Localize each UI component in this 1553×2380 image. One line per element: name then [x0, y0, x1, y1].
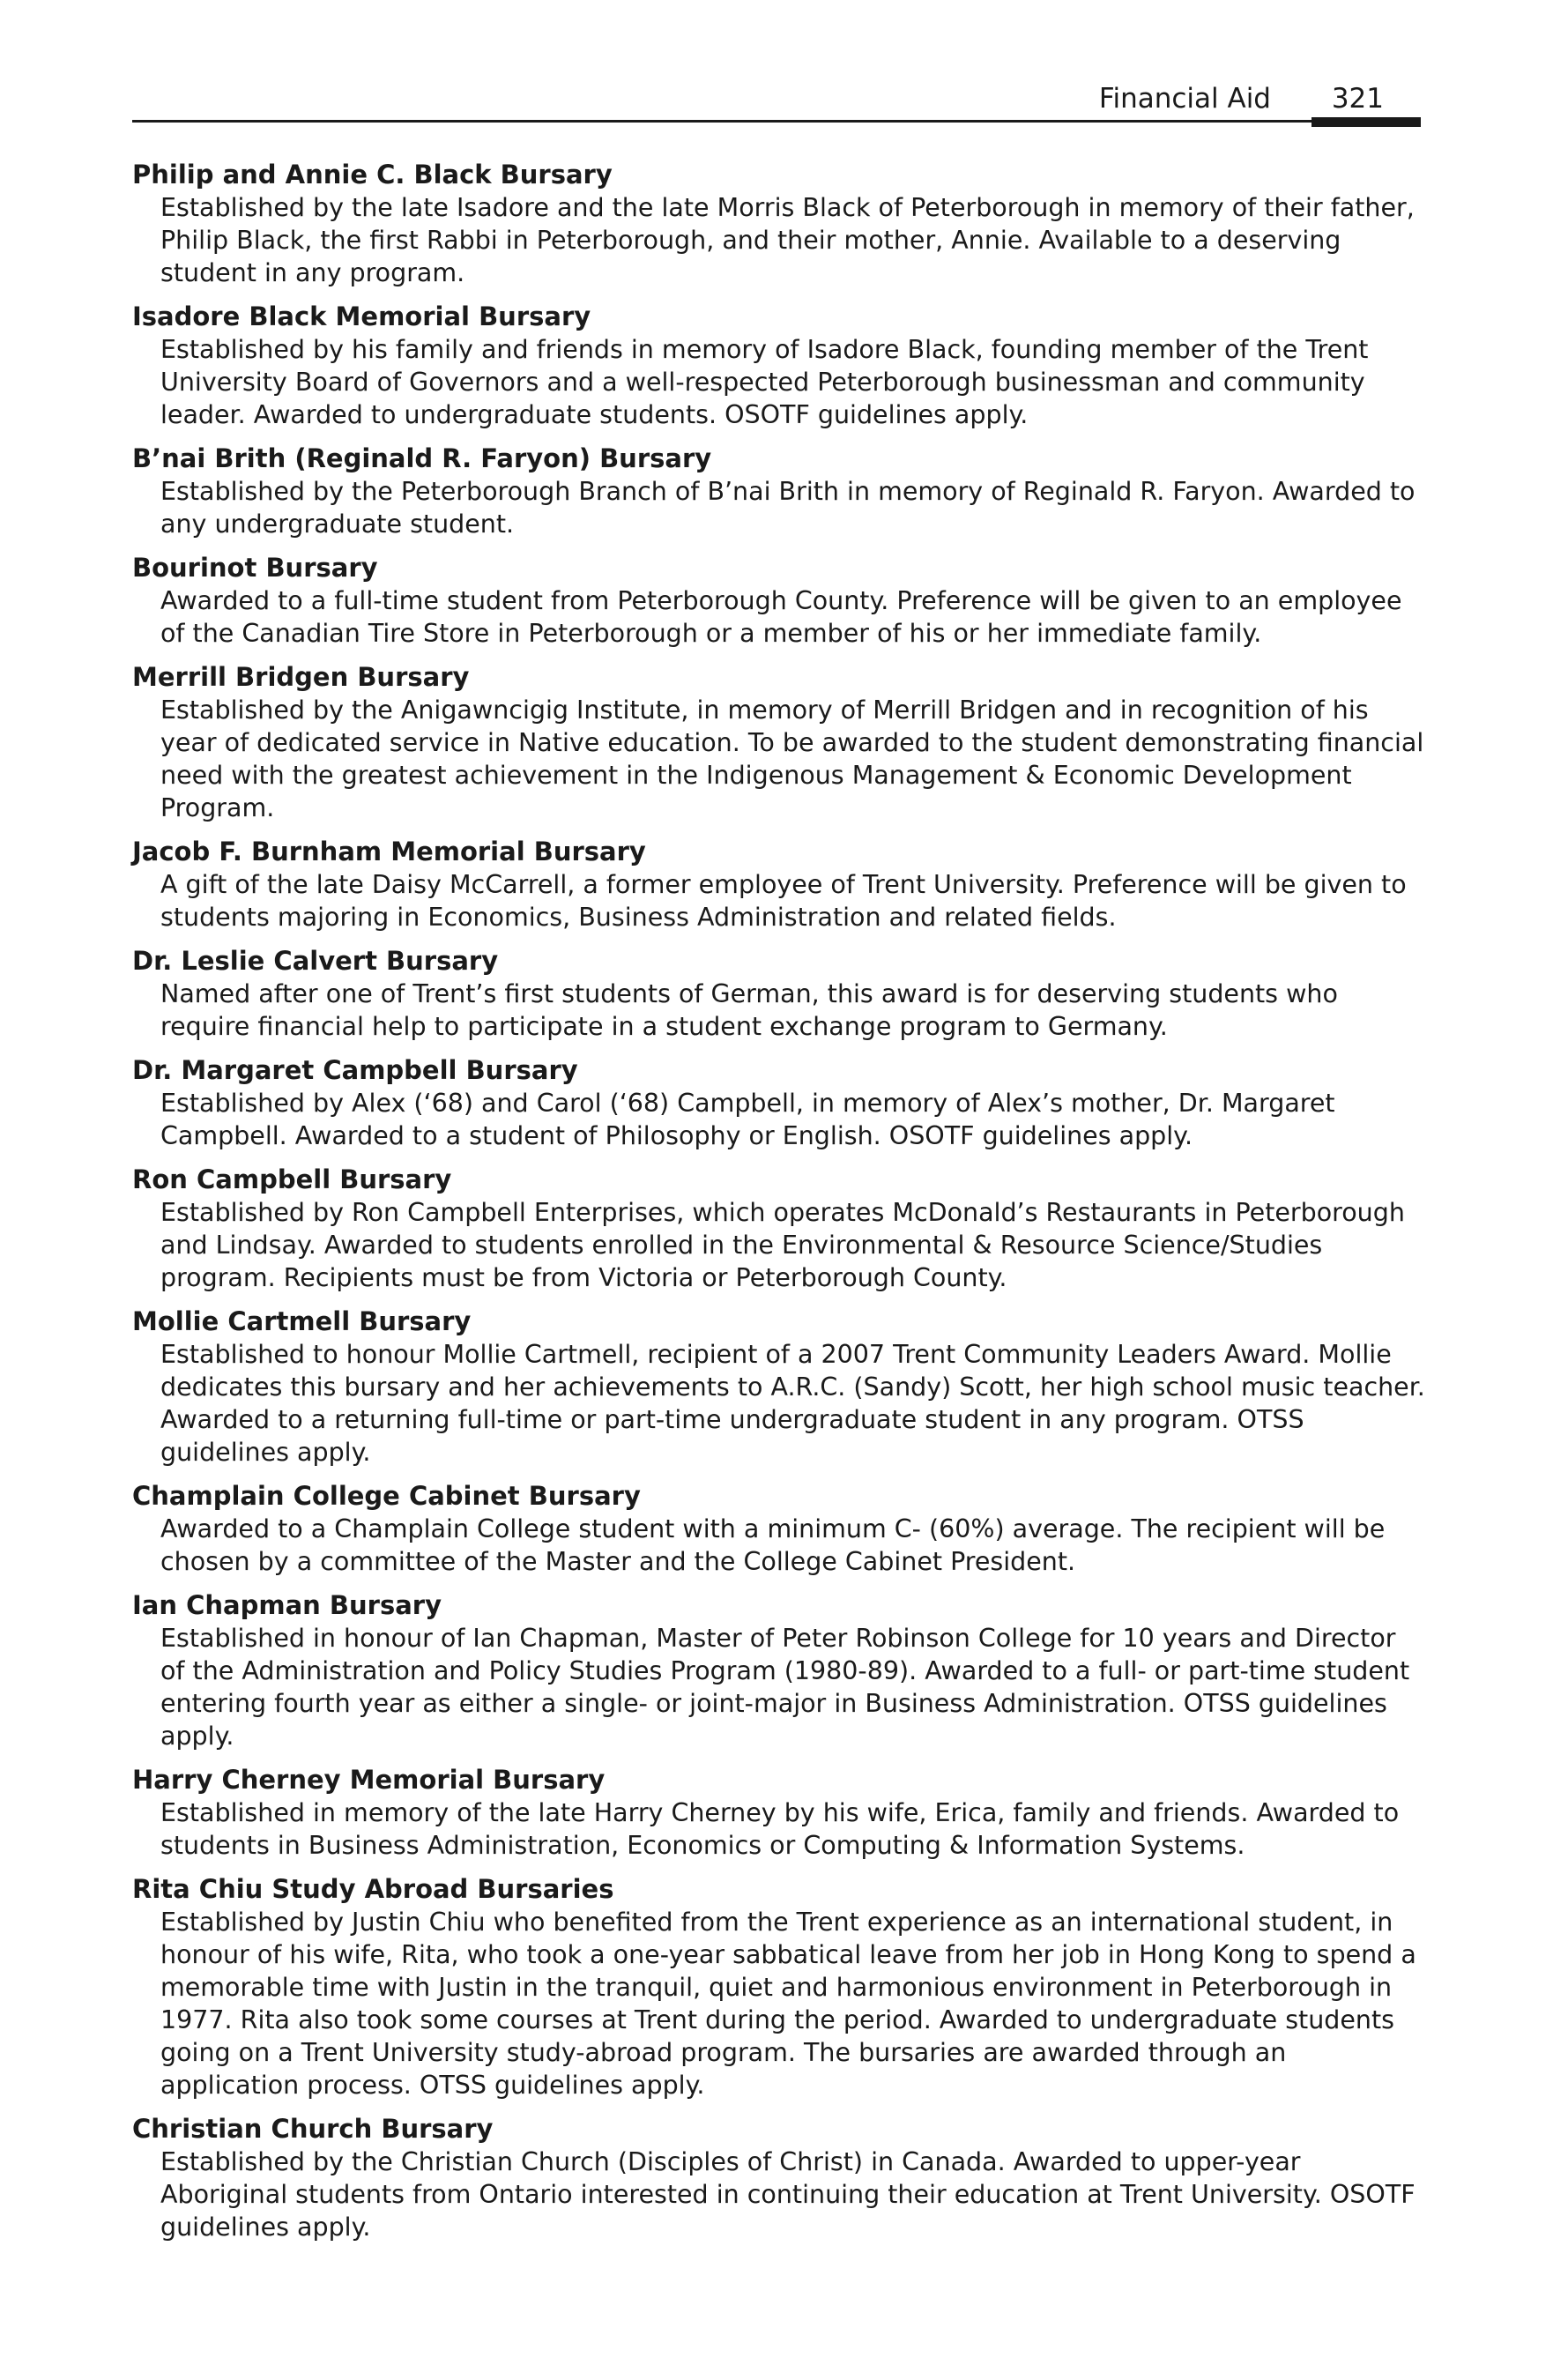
- bursary-entry: [132, 1305, 1426, 1469]
- bursary-title: Rita Chiu Study Abroad Bursaries: [132, 1874, 614, 1904]
- bursary-entry: [132, 552, 1426, 650]
- bursary-description: A gift of the late Daisy McCarrell, a former employee of Trent University. Preference will be given to students majoring in Economics, Business Administration and related fields.: [160, 870, 1407, 932]
- bursary-entry: [132, 661, 1426, 824]
- bursary-description: Established by the late Isadore and the late Morris Black of Peterborough in memory of their father, Philip Black, the first Rabbi in Peterborough, and their mother, Annie. Available to a deserving student in any program.: [160, 193, 1415, 287]
- bursary-description: Awarded to a full-time student from Peterborough County. Preference will be given to an employee of the Canadian Tire Store in Peterborough or a member of his or her immediate family.: [160, 586, 1402, 648]
- bursary-title: Mollie Cartmell Bursary: [132, 1306, 472, 1336]
- bursary-title: Ian Chapman Bursary: [132, 1590, 442, 1620]
- bursary-entry: [132, 836, 1426, 933]
- running-header-section: Financial Aid: [1098, 83, 1271, 115]
- bursary-description: Awarded to a Champlain College student with a minimum C- (60%) average. The recipient will be chosen by a committee of the Master and the College Cabinet President.: [160, 1514, 1386, 1576]
- page-number: 321: [1331, 83, 1384, 115]
- bursary-title: Bourinot Bursary: [132, 553, 378, 583]
- bursary-description: Established by his family and friends in memory of Isadore Black, founding member of the Trent University Board of Governors and a well-respected Peterborough businessman and community leader. Awarded to undergraduate students. OSOTF guidelines apply.: [160, 335, 1369, 429]
- header-rule: [132, 120, 1312, 123]
- bursary-entry: [132, 1054, 1426, 1152]
- bursary-description: Established by Justin Chiu who benefited from the Trent experience as an international student, in honour of his wife, Rita, who took a one-year sabbatical leave from her job in Hong Kong to spend a memorable time with Justin in the tranquil, quiet and harmonious environment in Peterborough in 1977. Rita also took some courses at Trent during the period. Awarded to undergraduate students going on a Trent University study-abroad program. The bursaries are awarded through an application process. OTSS guidelines apply.: [160, 1908, 1416, 2100]
- bursary-entry: [132, 1764, 1426, 1862]
- bursary-entry: [132, 2113, 1426, 2243]
- bursary-description: Established by the Anigawncigig Institute, in memory of Merrill Bridgen and in recognition of his year of dedicated service in Native education. To be awarded to the student demonstrating financial need with the greatest achievement in the Indigenous Management & Economic Development Program.: [160, 695, 1424, 822]
- bursary-entry: [132, 945, 1426, 1043]
- bursary-description: Established by the Peterborough Branch of B’nai Brith in memory of Reginald R. Faryon. Awarded to any undergraduate student.: [160, 477, 1416, 539]
- bursary-description: Established by Ron Campbell Enterprises, which operates McDonald’s Restaurants in Peterborough and Lindsay. Awarded to students enrolled in the Environmental & Resource Science/Studies program. Recipients must be from Victoria or Peterborough County.: [160, 1198, 1405, 1292]
- bursary-description: Established in memory of the late Harry Cherney by his wife, Erica, family and friends. Awarded to students in Business Administration, Economics or Computing & Information Systems.: [160, 1798, 1400, 1860]
- bursary-entry: [132, 1480, 1426, 1578]
- bursary-description: Established to honour Mollie Cartmell, recipient of a 2007 Trent Community Leaders Award. Mollie dedicates this bursary and her achievements to A.R.C. (Sandy) Scott, her high school music teacher. Awarded to a returning full-time or part-time undergraduate student in any program. OTSS guidelines apply.: [160, 1340, 1425, 1467]
- bursary-title: Merrill Bridgen Bursary: [132, 662, 470, 692]
- bursary-description: Established in honour of Ian Chapman, Master of Peter Robinson College for 10 years and Director of the Administration and Policy Studies Program (1980-89). Awarded to a full- or part-time student entering fourth year as either a single- or joint-major in Business Administration. OTSS guidelines apply.: [160, 1624, 1410, 1751]
- bursary-description: Established by the Christian Church (Disciples of Christ) in Canada. Awarded to upper-year Aboriginal students from Ontario interested in continuing their education at Trent University. OSOTF guidelines apply.: [160, 2147, 1416, 2242]
- bursary-list: [132, 159, 1426, 2255]
- header-tab-marker: [1312, 117, 1421, 127]
- bursary-entry: [132, 1873, 1426, 2101]
- bursary-title: Isadore Black Memorial Bursary: [132, 301, 591, 331]
- bursary-title: Philip and Annie C. Black Bursary: [132, 160, 613, 190]
- bursary-entry: [132, 443, 1426, 540]
- bursary-title: Dr. Leslie Calvert Bursary: [132, 946, 499, 976]
- bursary-title: Ron Campbell Bursary: [132, 1164, 452, 1194]
- bursary-title: Dr. Margaret Campbell Bursary: [132, 1055, 578, 1085]
- bursary-entry: [132, 1164, 1426, 1294]
- bursary-title: Christian Church Bursary: [132, 2114, 494, 2144]
- bursary-description: Named after one of Trent’s first students of German, this award is for deserving students who require financial help to participate in a student exchange program to Germany.: [160, 979, 1338, 1041]
- bursary-title: Champlain College Cabinet Bursary: [132, 1481, 641, 1511]
- bursary-title: Jacob F. Burnham Memorial Bursary: [132, 837, 646, 866]
- bursary-title: B’nai Brith (Reginald R. Faryon) Bursary: [132, 443, 712, 473]
- bursary-description: Established by Alex (‘68) and Carol (‘68) Campbell, in memory of Alex’s mother, Dr. Margaret Campbell. Awarded to a student of Philosophy or English. OSOTF guidelines apply.: [160, 1089, 1335, 1150]
- bursary-entry: [132, 159, 1426, 289]
- bursary-entry: [132, 1589, 1426, 1752]
- bursary-title: Harry Cherney Memorial Bursary: [132, 1765, 606, 1795]
- bursary-entry: [132, 301, 1426, 431]
- page-header: [132, 81, 1421, 123]
